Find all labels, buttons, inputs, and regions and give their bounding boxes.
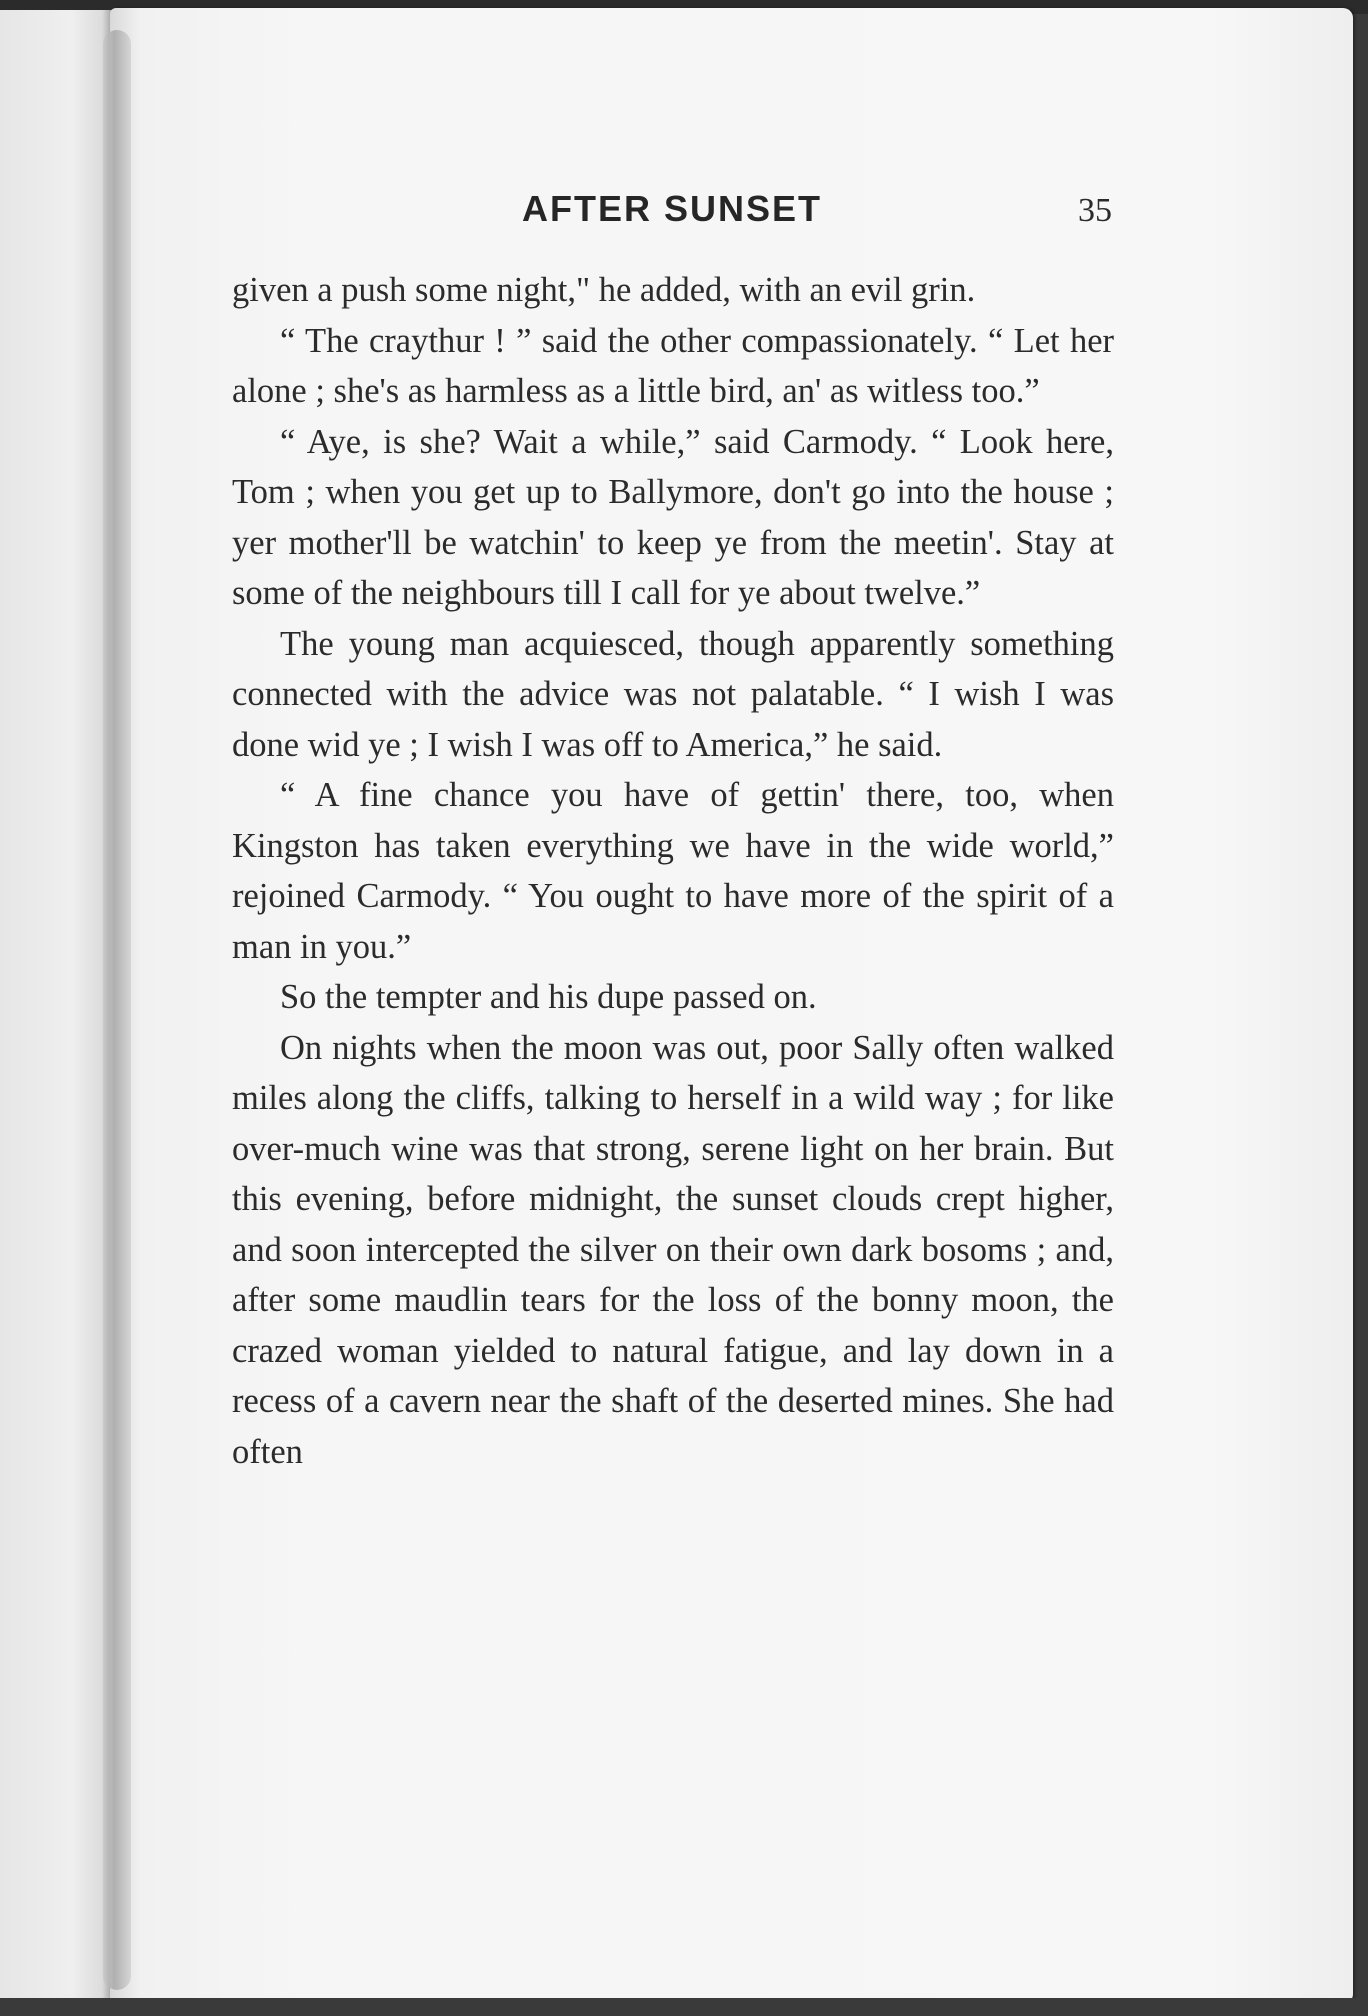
page-number: 35 bbox=[1078, 192, 1112, 229]
book-gutter bbox=[103, 30, 131, 1990]
paragraph: given a push some night," he added, with an evil grin. bbox=[232, 271, 976, 309]
paragraph: “ Aye, is she? Wait a while,” said Carmody. “ Look here, Tom ; when you get up to Ballymore, don't go into the house ; yer mother'll be watchin' to keep ye from the meetin'. Stay at some of the neighbours till I call for ye about twelve.” bbox=[232, 422, 1114, 612]
paragraph: The young man acquiesced, though apparently something connected with the advice was not palatable. “ I wish I was done wid ye ; I wish I was off to America,” he said. bbox=[232, 624, 1114, 764]
page-header bbox=[232, 182, 1112, 242]
running-head: AFTER SUNSET bbox=[521, 188, 822, 229]
paragraph: So the tempter and his dupe passed on. bbox=[280, 978, 817, 1016]
paragraph: “ The craythur ! ” said the other compassionately. “ Let her alone ; she's as harmless as a little bird, an' as witless too.” bbox=[232, 321, 1114, 410]
paragraph: On nights when the moon was out, poor Sally often walked miles along the cliffs, talking to herself in a wild way ; for like over-much wine was that strong, serene light on her brain. But this evening, before midnight, the sunset clouds crept higher, and soon intercepted the silver on their own dark bosoms ; and, after some maudlin tears for the loss of the bonny moon, the crazed woman yielded to natural fatigue, and lay down in a recess of a cavern near the shaft of the deserted mines. She had often bbox=[232, 1028, 1114, 1471]
body-text bbox=[232, 265, 1114, 1477]
facing-page-edge bbox=[0, 10, 120, 2006]
paragraph: “ A fine chance you have of gettin' there, too, when Kingston has taken everything we have in the wide world,” rejoined Carmody. “ You ought to have more of the spirit of a man in you.” bbox=[232, 776, 1114, 966]
scan-bottom-edge bbox=[0, 1998, 1368, 2016]
